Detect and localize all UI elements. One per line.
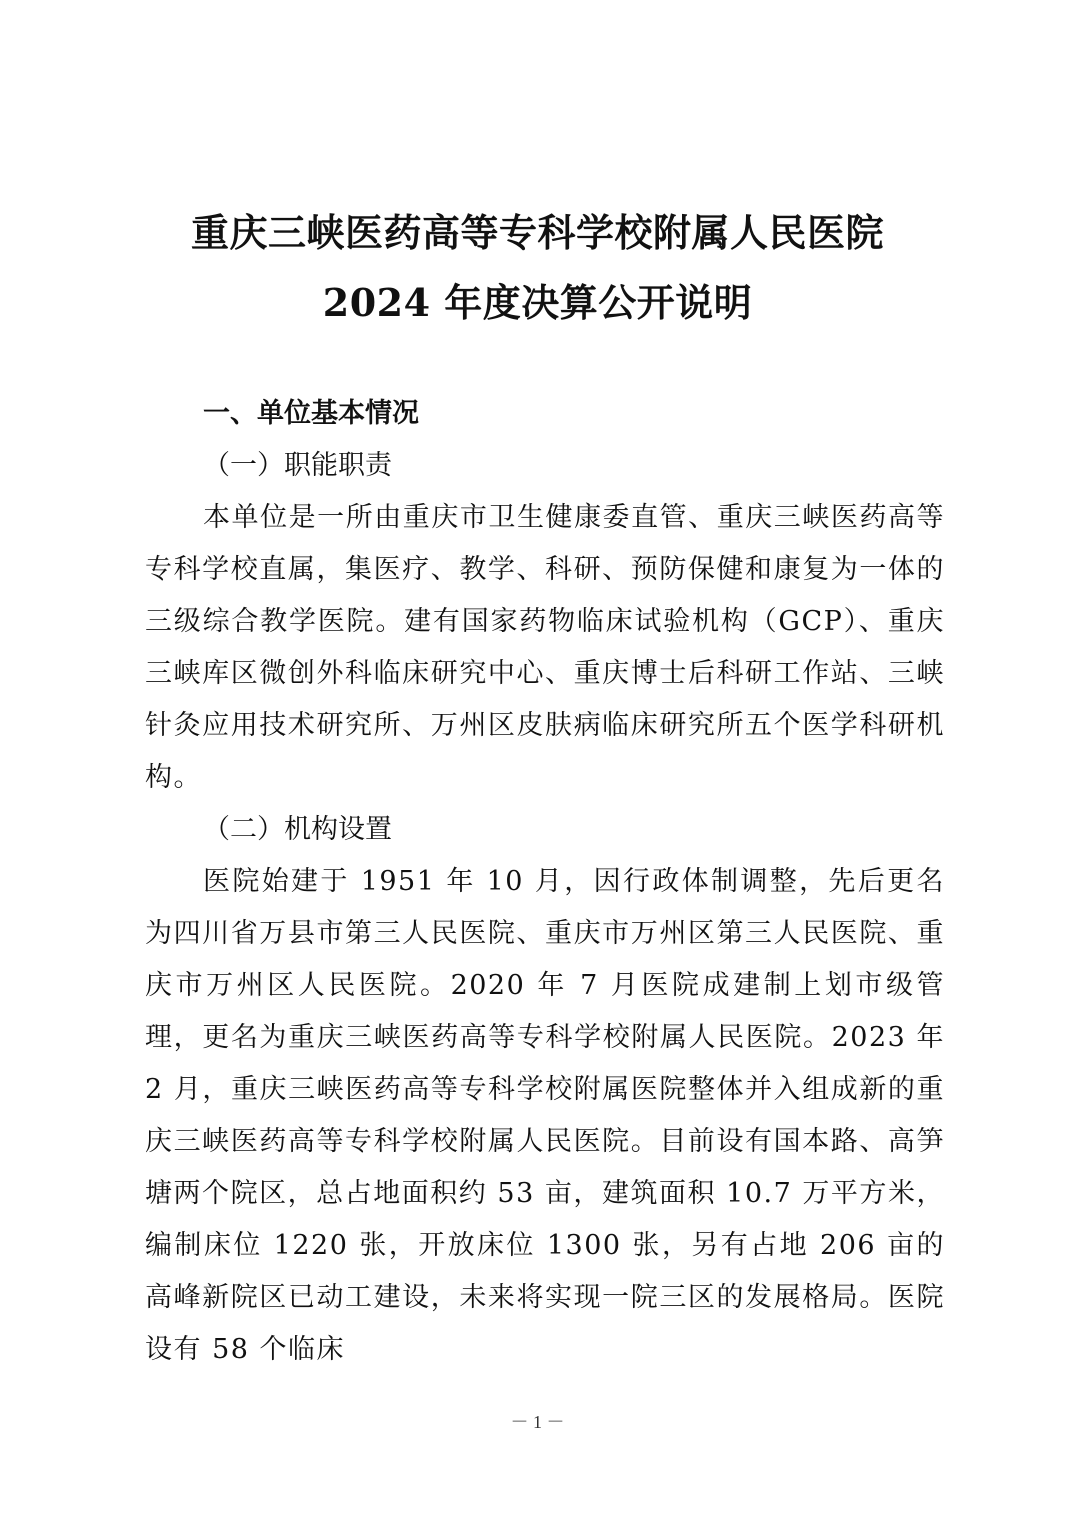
paragraph-duties: 本单位是一所由重庆市卫生健康委直管、重庆三峡医药高等专科学校直属，集医疗、教学、科研、预防保健和康复为一体的三级综合教学医院。建有国家药物临床试验机构（GCP）、重庆三峡库区微创外科临床研究中心、重庆博士后科研工作站、三峡针灸应用技术研究所、万州区皮肤病临床研究所五个医学科研机构。 xyxy=(145,502,945,793)
page-number: － 1 － xyxy=(510,1412,565,1432)
subsection-heading-organization: （二）机构设置 xyxy=(203,814,392,845)
paragraph-organization: 医院始建于 1951 年 10 月，因行政体制调整，先后更名为四川省万县市第三人民医院、重庆市万州区第三人民医院、重庆市万州区人民医院。2020 年 7 月医院成建制上划市级管理，更名为重庆三峡医药高等专科学校附属人民医院。2023 年 2 月，重庆三峡医药高等专科学校附属医院整体并入组成新的重庆三峡医药高等专科学校附属人民医院。目前设有国本路、高笋塘两个院区，总占地面积约 53 亩，建筑面积 10.7 万平方米，编制床位 1220 张，开放床位 1300 张，另有占地 206 亩的高峰新院区已动工建设，未来将实现一院三区的发展格局。医院设有 58 个临床 xyxy=(145,866,945,1365)
title-line-1: 重庆三峡医药高等专科学校附属人民医院 xyxy=(190,210,884,255)
document-title xyxy=(0,198,1075,338)
section-heading-basic-info: 一、单位基本情况 xyxy=(203,398,419,429)
document-body xyxy=(145,388,945,1376)
subsection-heading-duties: （一）职能职责 xyxy=(203,450,392,481)
title-line-2: 2024 年度决算公开说明 xyxy=(322,280,753,325)
